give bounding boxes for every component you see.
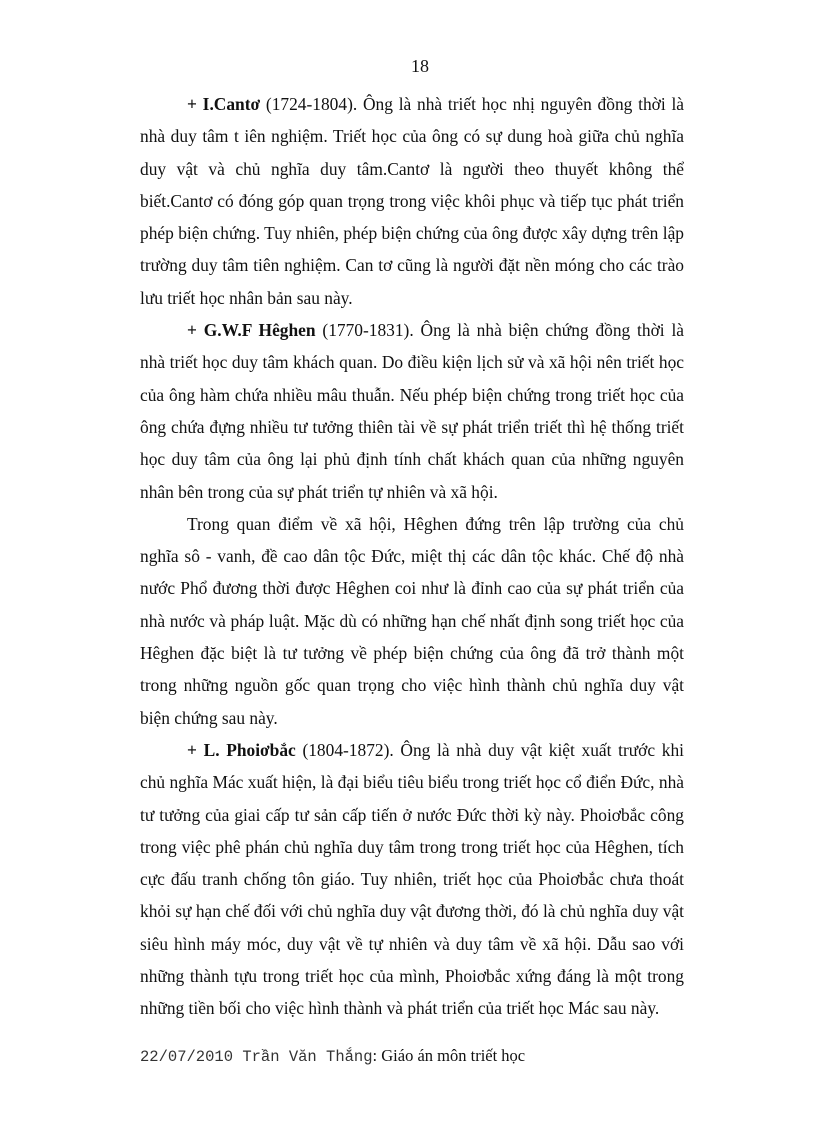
paragraph-lead: + G.W.F Hêghen [187, 320, 316, 341]
footer-title: : Giáo án môn triết học [372, 1046, 526, 1065]
footer-date-author: 22/07/2010 Trần Văn Thắng [140, 1048, 373, 1066]
paragraph-lead: + I.Cantơ [187, 94, 261, 114]
paragraph-hegel [140, 314, 684, 508]
document-body [140, 88, 684, 1025]
paragraph-text: (1770-1831). Ông là nhà biện chứng đồng thời là nhà triết học duy tâm khách quan. Do điều kiện lịch sử và xã hội nên triết học của ông hàm chứa nhiều mâu thuẫn. Nếu phép biện chứng trong triết học của ông chứa đựng nhiều tư tưởng thiên tài về sự phát triển triết thì hệ thống triết học duy tâm của ông lại phủ định tính chất khách quan của những nguyên nhân bên trong của sự phát triển tự nhiên và xã hội. [140, 320, 684, 502]
paragraph-canto [140, 88, 684, 314]
paragraph-text: (1804-1872). Ông là nhà duy vật kiệt xuất trước khi chủ nghĩa Mác xuất hiện, là đại biểu tiêu biểu trong triết học cổ điển Đức, nhà tư tưởng của giai cấp tư sản cấp tiến ở nước Đức thời kỳ này. Phoiơbắc công trong việc phê phán chủ nghĩa duy tâm trong trong triết học của Hêghen, tích cực đấu tranh chống tôn giáo. Tuy nhiên, triết học của Phoiơbắc chưa thoát khỏi sự hạn chế đối với chủ nghĩa duy vật đương thời, đó là chủ nghĩa duy vật siêu hình máy móc, duy vật về tự nhiên và duy tâm về xã hội. Dẫu sao với những thành tựu trong triết học của mình, Phoiơbắc xứng đáng là một trong những tiền bối cho việc hình thành và phát triển của triết học Mác sau này. [140, 739, 685, 1019]
paragraph-hegel-society [140, 508, 684, 734]
page-footer [140, 1046, 525, 1066]
paragraph-text: (1724-1804). Ông là nhà triết học nhị nguyên đồng thời là nhà duy tâm t iên nghiệm. Triết học của ông có sự dung hoà giữa chủ nghĩa duy vật và chủ nghĩa duy tâm.Cantơ là người theo thuyết không thể biết.Cantơ có đóng góp quan trọng trong việc khôi phục và tiếp tục phát triển phép biện chứng. Tuy nhiên, phép biện chứng của ông được xây dựng trên lập trường duy tâm tiên nghiệm. Can tơ cũng là người đặt nền móng cho các trào lưu triết học nhân bản sau này. [140, 94, 684, 308]
paragraph-text: Trong quan điểm về xã hội, Hêghen đứng trên lập trường của chủ nghĩa sô - vanh, đề cao dân tộc Đức, miệt thị các dân tộc khác. Chế độ nhà nước Phổ đương thời được Hêghen coi như là đỉnh cao của sự phát triển của nhà nước và pháp luật. Mặc dù có những hạn chế nhất định song triết học của Hêghen đặc biệt là tư tưởng về phép biện chứng của ông đã trở thành một trong những nguồn gốc quan trọng cho việc hình thành chủ nghĩa duy vật biện chứng sau này. [140, 513, 684, 728]
paragraph-lead: + L. Phoiơbắc [187, 739, 296, 760]
page-number: 18 [411, 56, 429, 76]
paragraph-feuerbach [140, 734, 684, 1025]
